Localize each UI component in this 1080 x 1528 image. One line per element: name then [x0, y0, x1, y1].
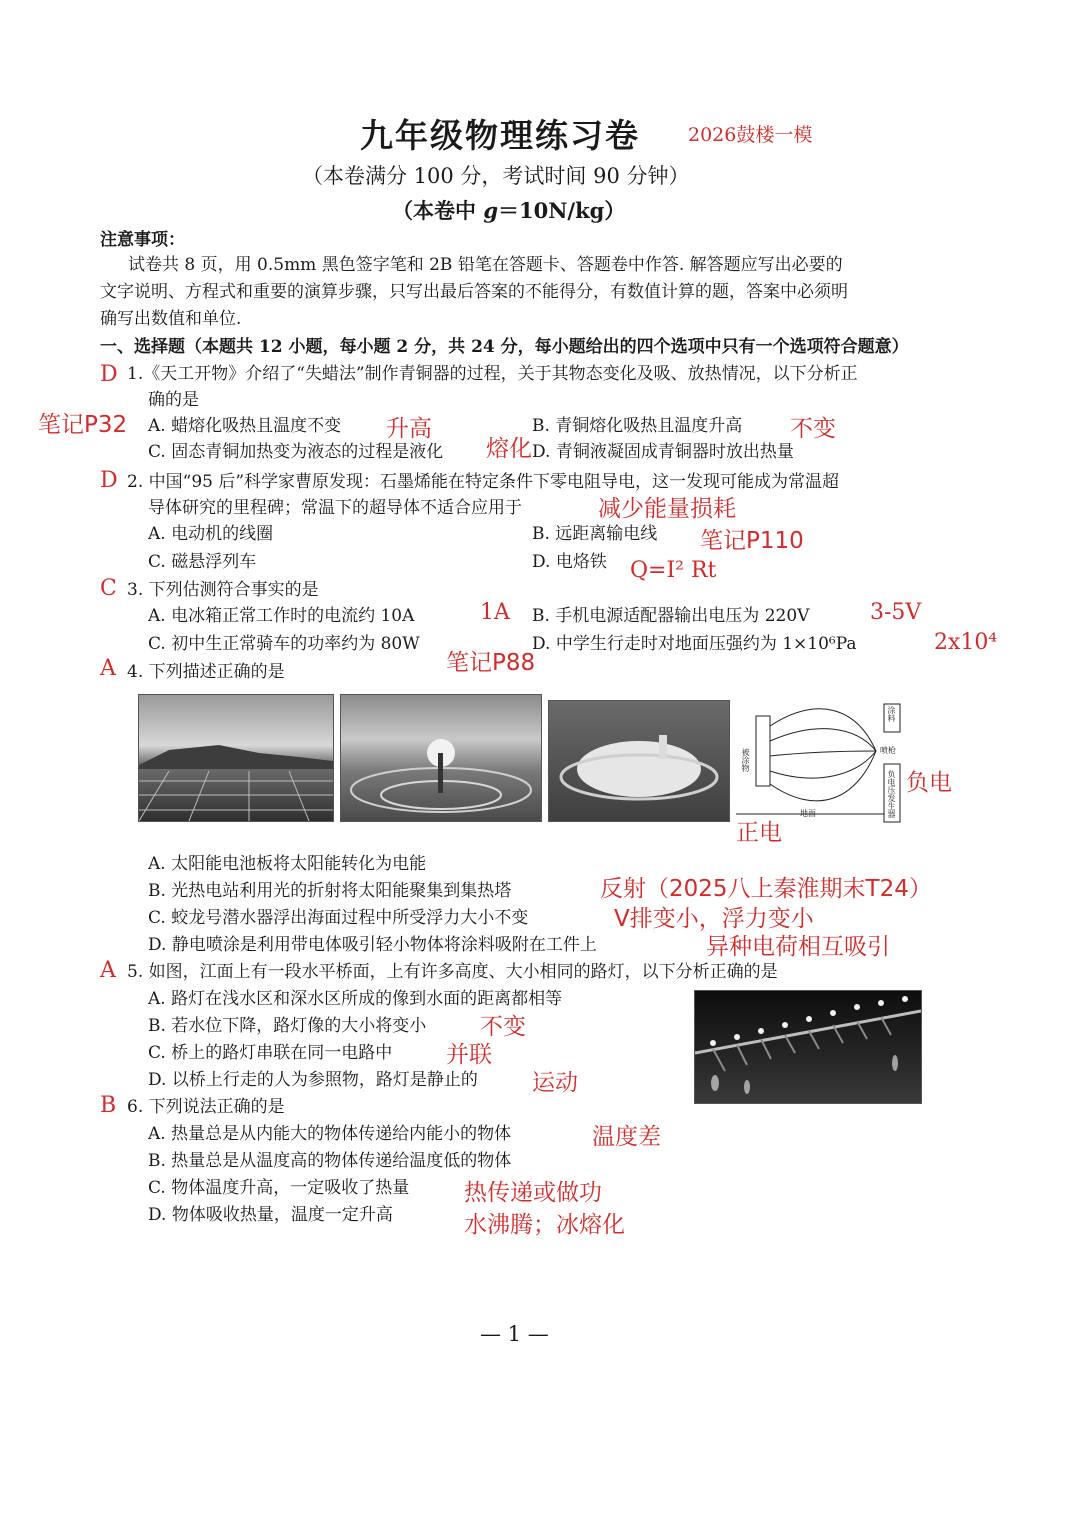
q1-option-b: B. 青铜熔化吸热且温度升高 [532, 416, 743, 436]
q4-fig-neg: 负电 [906, 770, 952, 796]
q5-option-c: C. 桥上的路灯串联在同一电路中 [148, 1043, 393, 1063]
q6-note-c: 热传递或做功 [464, 1180, 602, 1206]
q4-stem: 4. 下列描述正确的是 [127, 662, 285, 682]
exam-source-tag: 2026鼓楼一模 [688, 124, 813, 146]
gravity-var: g [483, 198, 498, 223]
q3-note-a: 1A [480, 600, 510, 625]
bridge-lights-photo [694, 990, 922, 1104]
q4-option-d: D. 静电喷涂是利用带电体吸引轻小物体将涂料吸附在工件上 [148, 935, 597, 955]
notes-line-3: 确写出数值和单位. [100, 309, 242, 329]
q6-option-b: B. 热量总是从温度高的物体传递给温度低的物体 [148, 1151, 512, 1171]
electrostatic-spray-diagram [736, 696, 906, 824]
q1-option-d: D. 青铜液凝固成青铜器时放出热量 [532, 442, 794, 462]
q5-note-d: 运动 [532, 1070, 578, 1096]
notes-heading: 注意事项： [100, 230, 185, 250]
solar-thermal-photo [340, 694, 542, 822]
q3-note-c: 笔记P88 [446, 650, 536, 676]
notes-line-2: 文字说明、方程式和重要的演算步骤，只写出最后答案的不能得分，有数值计算的题，答案中必须明 [100, 282, 848, 302]
q5-option-a: A. 路灯在浅水区和深水区所成的像到水面的距离都相等 [148, 989, 563, 1009]
q4-fig-pos: 正电 [736, 820, 782, 846]
q3-option-c: C. 初中生正常骑车的功率约为 80W [148, 634, 420, 654]
fig-label-generator: 负电压发生器 [887, 770, 896, 818]
q6-option-c: C. 物体温度升高，一定吸收了热量 [148, 1178, 410, 1198]
fig-label-ground: 地面 [800, 809, 816, 818]
fig-label-paint: 涂料 [887, 706, 896, 722]
q5-note-b: 不变 [480, 1014, 526, 1040]
q2-option-d: D. 电烙铁 [532, 552, 607, 572]
q3-option-b: B. 手机电源适配器输出电压为 220V [532, 606, 810, 626]
page-title: 九年级物理练习卷 [360, 116, 640, 155]
q6-option-d: D. 物体吸收热量，温度一定升高 [148, 1205, 393, 1225]
q4-option-c: C. 蛟龙号潜水器浮出海面过程中所受浮力大小不变 [148, 908, 529, 928]
q5-option-b: B. 若水位下降，路灯像的大小将变小 [148, 1016, 427, 1036]
q6-note-a: 温度差 [592, 1124, 661, 1150]
q1-note-a: 升高 [386, 416, 432, 442]
fig-label-gun: 喷枪 [880, 746, 896, 755]
page-number: — 1 — [480, 1322, 549, 1346]
q4-note-b: 反射（2025八上秦淮期末T24） [600, 876, 932, 902]
q4-note-c: V排变小，浮力变小 [614, 906, 814, 932]
q2-option-c: C. 磁悬浮列车 [148, 552, 257, 572]
q2-option-b: B. 远距离输电线 [532, 524, 658, 544]
q3-answer: C [100, 576, 117, 601]
q6-stem: 6. 下列说法正确的是 [127, 1097, 285, 1117]
gravity-suffix: ＝10N/kg） [498, 198, 626, 223]
fig-label-work: 被涂物 [741, 748, 750, 772]
q5-option-d: D. 以桥上行走的人为参照物，路灯是静止的 [148, 1070, 478, 1090]
submersible-photo [548, 700, 730, 822]
q4-option-a: A. 太阳能电池板将太阳能转化为电能 [148, 854, 427, 874]
q5-stem: 5. 如图，江面上有一段水平桥面，上有许多高度、大小相同的路灯，以下分析正确的是 [127, 962, 778, 982]
q1-note-c: 熔化 [486, 436, 532, 462]
section-heading: 一、选择题（本题共 12 小题，每小题 2 分，共 24 分，每小题给出的四个选项中只有一个选项符合题意） [100, 337, 909, 357]
q1-note-b: 不变 [790, 416, 836, 442]
q5-note-c: 并联 [446, 1042, 492, 1068]
q1-note-ref: 笔记P32 [38, 412, 128, 438]
q1-option-c: C. 固态青铜加热变为液态的过程是液化 [148, 442, 444, 462]
q6-answer: B [100, 1093, 117, 1118]
q2-note-b: 笔记P110 [700, 528, 804, 554]
q2-stem-2: 导体研究的里程碑；常温下的超导体不适合应用于 [148, 498, 522, 518]
gravity-note [392, 195, 625, 225]
subtitle: （本卷满分 100 分，考试时间 90 分钟） [302, 164, 690, 188]
q1-stem-1: 1.《天工开物》介绍了“失蜡法”制作青铜器的过程，关于其物态变化及吸、放热情况，以下分析正 [127, 364, 858, 384]
q4-answer: A [100, 656, 116, 681]
q2-note-stem: 减少能量损耗 [598, 496, 736, 522]
solar-panel-photo [138, 694, 334, 822]
q4-note-d: 异种电荷相互吸引 [706, 934, 890, 960]
q1-option-a: A. 蜡熔化吸热且温度不变 [148, 416, 342, 436]
q2-stem-1: 2. 中国“95 后”科学家曹原发现：石墨烯能在特定条件下零电阻导电，这一发现可能成为常温超 [127, 472, 840, 492]
q2-answer: D [100, 468, 118, 493]
q3-note-b: 3-5V [870, 600, 922, 625]
q3-option-a: A. 电冰箱正常工作时的电流约 10A [148, 606, 415, 626]
q2-note-d: Q=I² Rt [630, 558, 717, 583]
q3-note-d: 2x10⁴ [934, 630, 998, 655]
q6-option-a: A. 热量总是从内能大的物体传递给内能小的物体 [148, 1124, 512, 1144]
q4-option-b: B. 光热电站利用光的折射将太阳能聚集到集热塔 [148, 881, 512, 901]
q1-answer: D [100, 362, 118, 387]
q6-note-d: 水沸腾；冰熔化 [464, 1212, 625, 1238]
q1-stem-2: 确的是 [148, 390, 199, 410]
q3-stem: 3. 下列估测符合事实的是 [127, 580, 319, 600]
q2-option-a: A. 电动机的线圈 [148, 524, 274, 544]
q5-answer: A [100, 958, 116, 983]
gravity-prefix: （本卷中 [392, 198, 484, 223]
q3-option-d: D. 中学生行走时对地面压强约为 1×10⁶Pa [532, 634, 857, 654]
notes-line-1: 试卷共 8 页，用 0.5mm 黑色签字笔和 2B 铅笔在答题卡、答题卷中作答. 解答题应写出必要的 [128, 255, 843, 275]
